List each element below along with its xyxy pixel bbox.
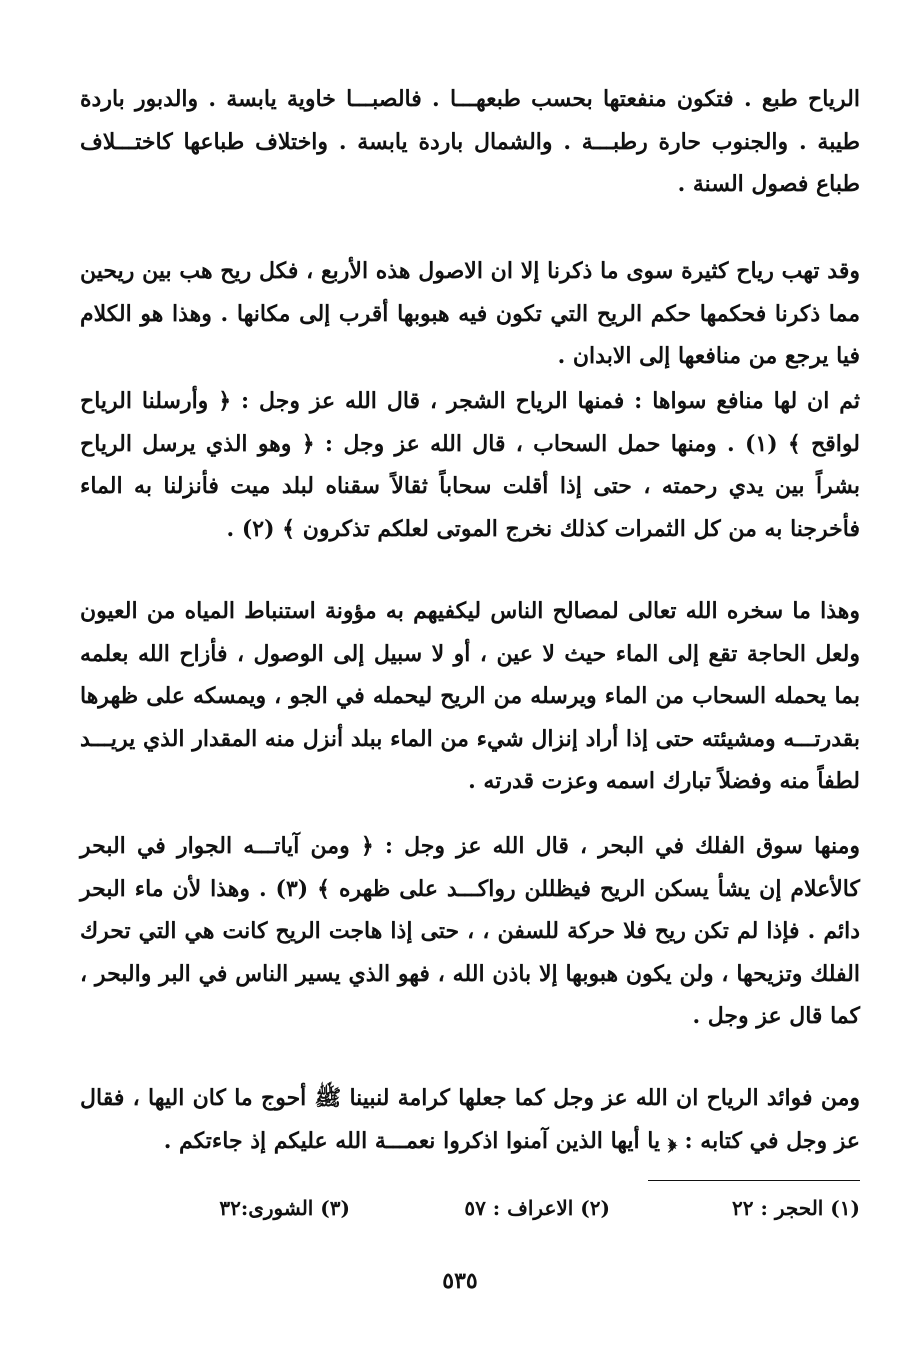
footnote-3: (٣) الشورى:٣٢ — [219, 1196, 350, 1220]
footnote-1: (١) الحجر : ٢٢ — [732, 1196, 860, 1220]
footnote-separator — [648, 1180, 860, 1181]
paragraph-2: وقد تهب رياح كثيرة سوى ما ذكرنا إلا ان الاصول هذه الأربع ، فكل ريح هب بين ريحين مما ذكرنا فحكمها حكم الريح التي تكون فيه هبوبها أقرب إلى مكانها . وهذا هو الكلام فيا يرجع من منافعها إلى الابدان . — [80, 258, 860, 369]
paragraph-1: الرياح طبع . فتكون منفعتها بحسب طبعهـــا . فالصبـــا خاوية يابسة . والدبور باردة طيبة . والجنوب حارة رطبـــة . والشمال باردة يابسة . واختلاف طباعها كاختـــلاف طباع فصول السنة . — [80, 86, 860, 197]
paragraph-3: ثم ان لها منافع سواها : فمنها الرياح الشجر ، قال الله عز وجل : ﴿ وأرسلنا الرياح لواقح ﴾ (١) . ومنها حمل السحاب ، قال الله عز وجل : ﴿ وهو الذي يرسل الرياح بشراً بين يدي رحمته ، حتى إذا أقلت سحاباً ثقالاً سقناه لبلد ميت فأنزلنا به الماء فأخرجنا به من كل الثمرات كذلك نخرج الموتى لعلكم تذكرون ﴾ (٢) . — [80, 388, 860, 542]
footnote-2: (٢) الاعراف : ٥٧ — [464, 1196, 610, 1220]
paragraph-5: ومنها سوق الفلك في البحر ، قال الله عز وجل : ﴿ ومن آياتـــه الجوار في البحر كالأعلام إن يشأ يسكن الريح فيظللن رواكـــد على ظهره ﴾ (٣) . وهذا لأن ماء البحر دائم . فإذا لم تكن ريح فلا حركة للسفن ، ، حتى إذا هاجت الريح كانت هي التي تحرك الفلك وتزيحها ، ولن يكون هبوبها إلا باذن الله ، فهو الذي يسير الناس في البر والبحر ، كما قال عز وجل . — [80, 833, 860, 1029]
footnotes — [80, 1196, 860, 1236]
page-number: ٥٣٥ — [442, 1268, 478, 1294]
paragraph-4: وهذا ما سخره الله تعالى لمصالح الناس ليكفيهم به مؤونة استنباط المياه من العيون ولعل الحاجة تقع إلى الماء حيث لا عين ، أو لا سبيل إلى الوصول ، فأزاح الله بعلمه بما يحمله السحاب من الماء ويرسله من الريح ليحمله في الجو ، ويمسكه على ظهرها بقدرتـــه ومشيئته حتى إذا أراد إنزال شيء من الماء ببلد أنزل منه المقدار الذي يريـــد لطفاً منه وفضلاً تبارك اسمه وعزت قدرته . — [80, 598, 860, 794]
paragraph-6: ومن فوائد الرياح ان الله عز وجل كما جعلها كرامة لنبينا ﷺ أحوج ما كان اليها ، فقال عز وجل في كتابه : ﴿ يا أيها الذين آمنوا اذكروا نعمـــة الله عليكم إذ جاءتكم . — [80, 1085, 860, 1154]
